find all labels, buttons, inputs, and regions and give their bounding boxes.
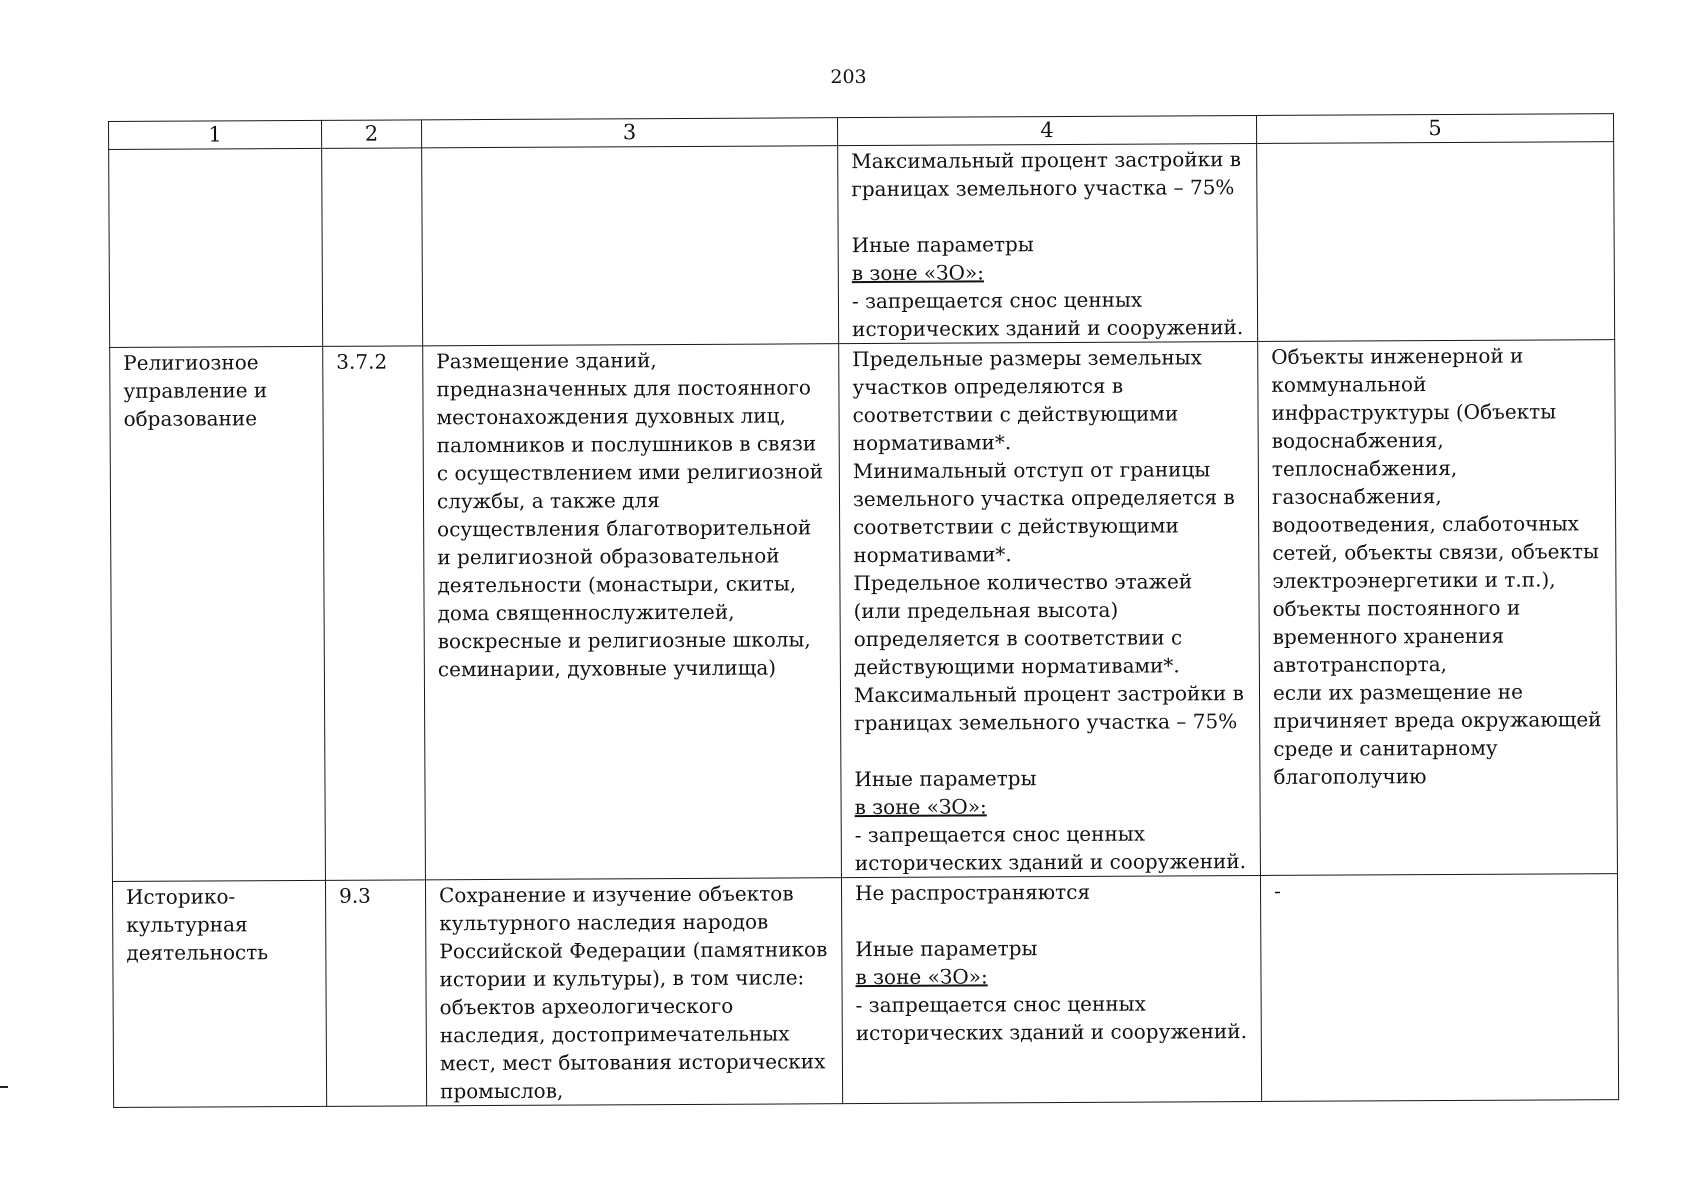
- table-row-continuation: [109, 142, 1615, 348]
- header-col-2: 2: [321, 120, 421, 149]
- cont-parameters-tail: - запрещается снос ценных исторических зданий и сооружений.: [851, 287, 1244, 342]
- use-auxiliary-cell: [1258, 340, 1618, 876]
- use-parameters-tail: - запрещается снос ценных исторических зданий и сооружений.: [854, 821, 1247, 876]
- use-code-cell: [323, 346, 426, 881]
- use-parameters-zone: в зоне «ЗО»:: [854, 794, 987, 820]
- use-code: 3.7.2: [336, 349, 388, 374]
- use-name: Историко-культурная деятельность: [126, 884, 269, 965]
- use-name: Религиозное управление и образование: [123, 350, 268, 431]
- header-col-1: 1: [109, 120, 322, 149]
- use-parameters-cell: [839, 341, 1261, 877]
- page-number: 203: [830, 66, 867, 88]
- cont-code-cell: [322, 148, 423, 347]
- use-parameters-cell: [841, 875, 1261, 1103]
- use-parameters: Не распространяются Иные параметры: [854, 879, 1091, 962]
- cont-auxiliary-cell: [1257, 142, 1615, 342]
- header-col-3: 3: [421, 118, 837, 148]
- use-description: Размещение зданий, предназначенных для постоянного местонахождения духовных лиц, паломников и послушников в связи с осуществлением ими религиозной службы, а также для осуществления благотворительной и религиозной образовательной деятельности (монастыри, скиты, дома священнослужителей, воскресные и религиозные школы, семинарии, духовные училища): [436, 348, 824, 682]
- cont-parameters-line-2: [851, 201, 1243, 231]
- table-row: [112, 874, 1618, 1108]
- margin-mark: [0, 1086, 8, 1088]
- cont-parameters-zone: в зоне «ЗО»:: [851, 260, 985, 286]
- use-description: Сохранение и изучение объектов культурного наследия народов Российской Федерации (памятников истории и культуры), в том числе: объектов археологического наследия, достопримечательных мест, мест бытования исторических промыслов,: [438, 881, 828, 1104]
- use-auxiliary-cell: [1260, 874, 1618, 1102]
- use-name-cell: [110, 346, 326, 881]
- use-description-cell: [425, 878, 842, 1106]
- use-parameters-tail: - запрещается снос ценных исторических зданий и сооружений.: [855, 991, 1247, 1046]
- use-description-cell: [423, 344, 842, 880]
- header-col-5: 5: [1256, 114, 1613, 144]
- header-col-4: 4: [837, 115, 1256, 145]
- cont-description-cell: [422, 146, 839, 346]
- cont-parameters-line-3: Иные параметры: [851, 232, 1034, 258]
- table-row: [110, 340, 1618, 882]
- use-parameters-zone: в зоне «ЗО»:: [855, 964, 988, 990]
- use-name-cell: [112, 880, 326, 1107]
- cont-parameters-line-1: Максимальный процент застройки в границах земельного участка – 75%: [851, 147, 1242, 202]
- regulations-table: [108, 113, 1619, 1108]
- cont-parameters-cell: [838, 143, 1258, 343]
- use-auxiliary: Объекты инженерной и коммунальной инфраструктуры (Объекты водоснабжения, теплоснабжения, газоснабжения, водоотведения, слаботочных сетей, объекты связи, объекты электроэнергетики и т.п.), объекты постоянного и временного хранения автотранспорта, если их размещение не причиняет вреда окружающей среде и санитарному благополучию: [1271, 343, 1602, 789]
- use-code-cell: [325, 880, 426, 1107]
- use-code: 9.3: [338, 883, 371, 908]
- use-parameters: Предельные размеры земельных участков определяются в соответствии с действующими нормативами*. Минимальный отступ от границы земельного участка определяется в соответствии с действующими нормативами*. Предельное количество этажей (или предельная высота) определяется в соответствии с действующими нормативами*. Максимальный процент застройки в границах земельного участка – 75% Иные параметры: [852, 345, 1244, 792]
- cont-name-cell: [109, 148, 323, 347]
- use-auxiliary: -: [1273, 878, 1281, 903]
